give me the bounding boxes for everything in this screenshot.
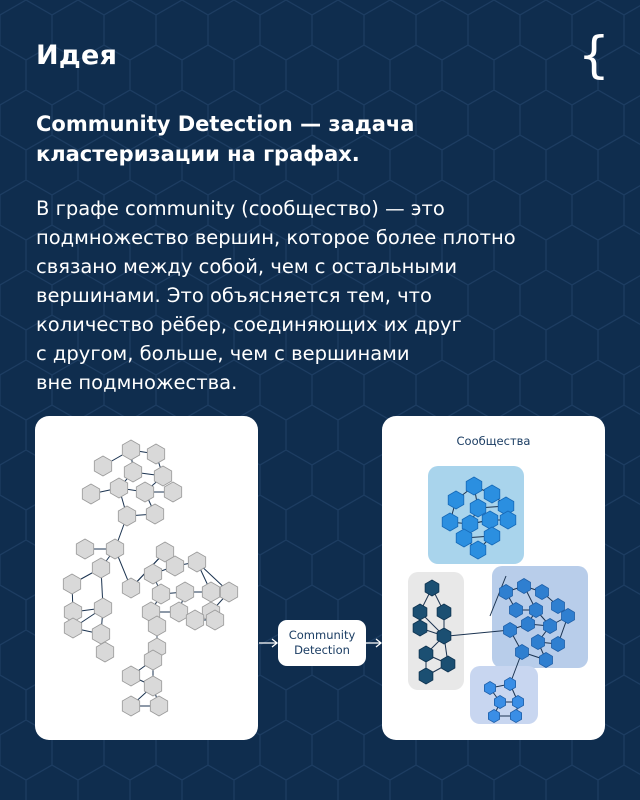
graph-node: [164, 482, 181, 502]
input-graph-card: [35, 416, 258, 740]
graph-node: [518, 579, 531, 594]
graph-node: [413, 604, 427, 620]
communities-title: Сообщества: [456, 434, 531, 448]
graph-node: [94, 456, 111, 476]
graph-node: [500, 511, 516, 529]
graph-node: [504, 623, 517, 638]
graph-node: [456, 529, 472, 547]
graph-node: [94, 598, 111, 618]
graph-node: [76, 539, 93, 559]
graph-node: [544, 619, 557, 634]
arrow-right-icon: [258, 637, 280, 649]
graph-node: [530, 603, 543, 618]
graph-node: [540, 653, 553, 668]
arrow-right-icon: [362, 637, 384, 649]
graph-node: [484, 682, 495, 695]
clustered-graph: [382, 416, 605, 740]
graph-node: [470, 541, 486, 559]
graph-node: [106, 539, 123, 559]
graph-node: [482, 511, 498, 529]
graph-node: [63, 574, 80, 594]
graph-node: [512, 696, 523, 709]
graph-node: [144, 676, 161, 696]
graph-node: [146, 504, 163, 524]
graph-node: [442, 513, 458, 531]
graph-node: [536, 585, 549, 600]
graph-node: [494, 696, 505, 709]
graph-node: [532, 635, 545, 650]
graph-node: [441, 656, 455, 672]
graph-node: [437, 628, 451, 644]
graph-node: [186, 610, 203, 630]
graph-node: [419, 668, 433, 684]
graph-node: [96, 642, 113, 662]
community-detection-process-label: Community Detection: [278, 620, 366, 666]
curly-brace-logo: {: [578, 26, 610, 84]
graph-node: [500, 585, 513, 600]
graph-node: [419, 646, 433, 662]
graph-node: [82, 484, 99, 504]
graph-node: [170, 602, 187, 622]
graph-node: [425, 580, 439, 596]
unclustered-graph: [35, 416, 258, 740]
graph-node: [470, 499, 486, 517]
graph-node: [448, 491, 464, 509]
graph-node: [64, 618, 81, 638]
graph-node: [147, 444, 164, 464]
graph-node: [136, 482, 153, 502]
graph-node: [488, 710, 499, 723]
graph-node: [466, 477, 482, 495]
graph-node: [516, 645, 529, 660]
graph-node: [522, 617, 535, 632]
graph-node: [152, 584, 169, 604]
graph-node: [122, 440, 139, 460]
graph-node: [202, 582, 219, 602]
graph-node: [552, 637, 565, 652]
graph-node: [510, 710, 521, 723]
lead-text: Community Detection — задача кластеризации на графах.: [36, 112, 415, 166]
graph-node: [504, 678, 515, 691]
graph-node: [92, 624, 109, 644]
graph-node: [413, 620, 427, 636]
graph-node: [484, 485, 500, 503]
graph-node: [150, 696, 167, 716]
graph-node: [188, 552, 205, 572]
graph-node: [484, 527, 500, 545]
graph-node: [510, 603, 523, 618]
graph-node: [562, 609, 575, 624]
community-region: [470, 666, 538, 724]
body-text: В графе community (сообщество) — это подмножество вершин, которое более плотно связано между собой, чем с остальными вершинами. Это объясняется тем, что количество рёбер, соединяющих их друг с другом, больше, чем с вершинами вне подмножества.: [36, 197, 516, 394]
graph-node: [122, 696, 139, 716]
page-title: Идея: [36, 40, 118, 71]
graph-node: [122, 666, 139, 686]
graph-node: [92, 558, 109, 578]
graph-node: [437, 604, 451, 620]
graph-node: [176, 582, 193, 602]
graph-node: [118, 506, 135, 526]
graph-node: [144, 564, 161, 584]
communities-card: [382, 416, 605, 740]
graph-node: [154, 466, 171, 486]
